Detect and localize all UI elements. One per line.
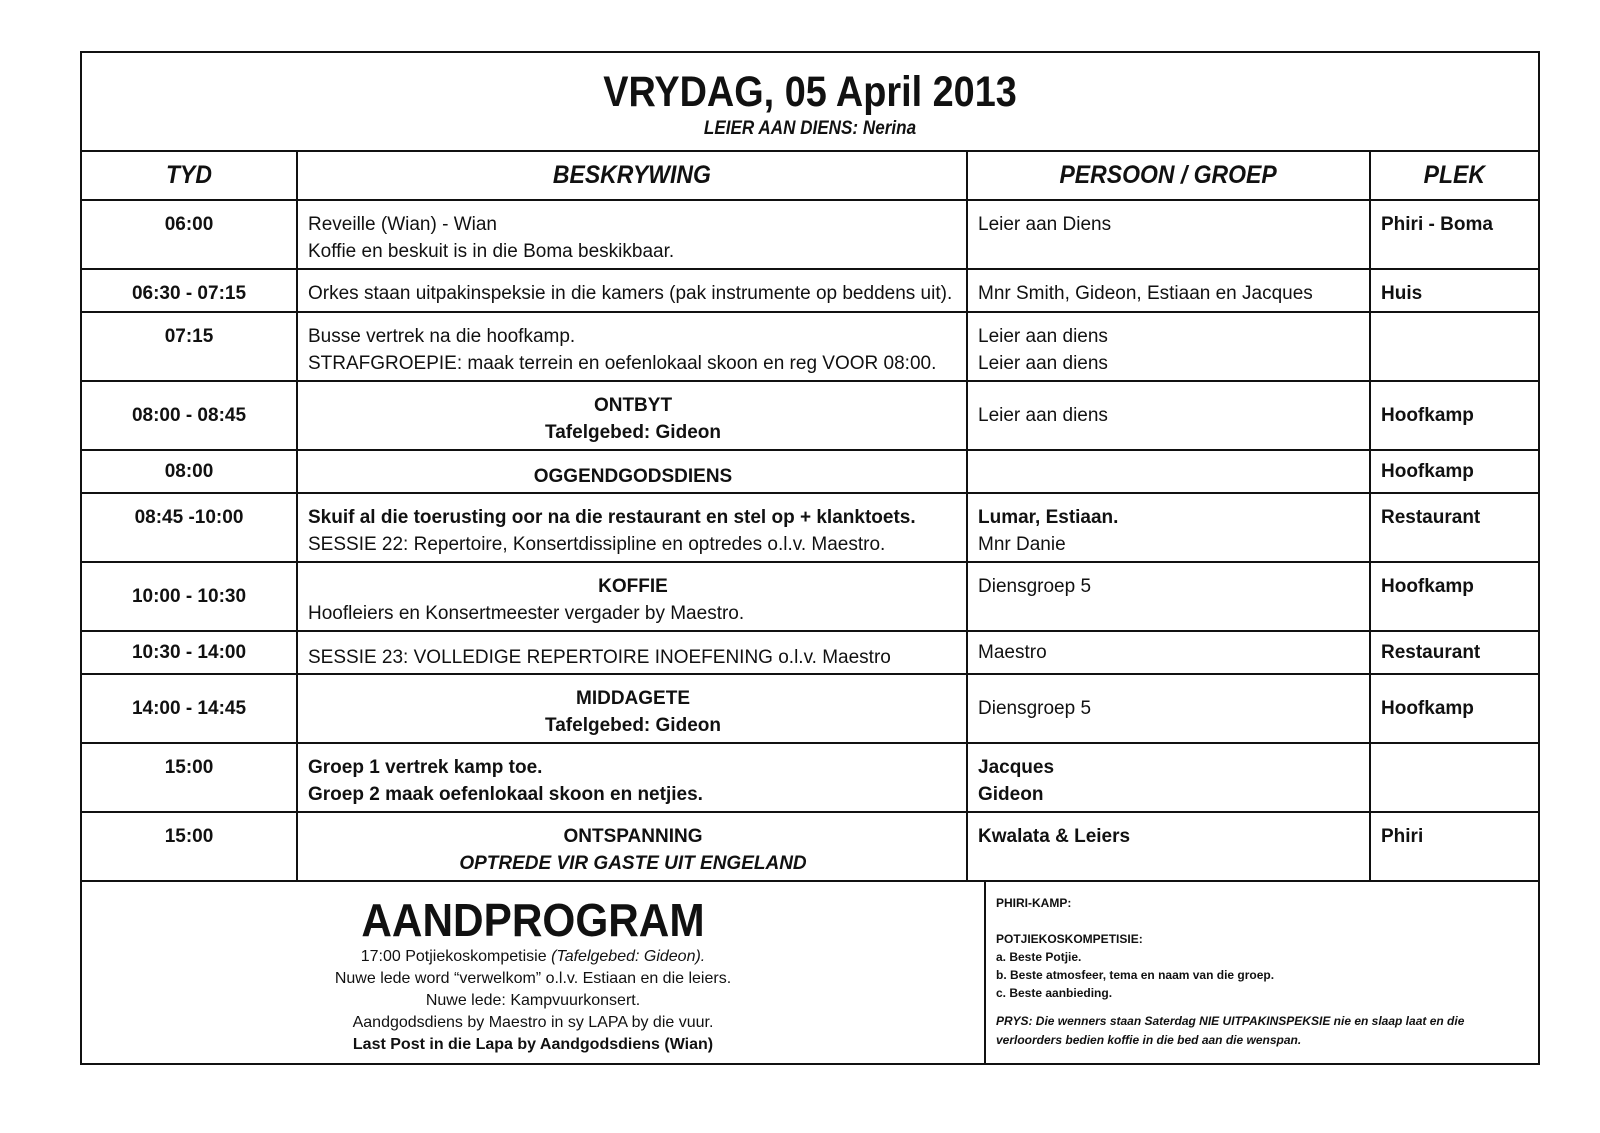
row-time: 14:00 - 14:45 — [82, 674, 297, 743]
row-time: 15:00 — [82, 812, 297, 881]
row-time: 10:00 - 10:30 — [82, 562, 297, 631]
row-place: Restaurant — [1370, 631, 1538, 674]
table-row — [82, 200, 1538, 269]
page-title: VRYDAG, 05 April 2013 — [603, 68, 1017, 116]
row-time: 08:45 -10:00 — [82, 493, 297, 562]
row-description: ONTSPANNING OPTREDE VIR GASTE UIT ENGELAND — [297, 812, 967, 881]
column-header-time: TYD — [82, 152, 297, 200]
table-row — [82, 631, 1538, 674]
column-header-description: BESKRYWING — [297, 152, 967, 200]
row-person: Leier aan diens — [967, 381, 1370, 450]
row-description: Skuif al die toerusting oor na die restaurant en stel op + klanktoets. SESSIE 22: Repertoire, Konsertdissipline en optredes o.l.v. Maestro. — [297, 493, 967, 562]
row-time: 10:30 - 14:00 — [82, 631, 297, 674]
row-person: Diensgroep 5 — [967, 562, 1370, 631]
row-time: 15:00 — [82, 743, 297, 812]
row-description: Reveille (Wian) - Wian Koffie en beskuit is in die Boma beskikbaar. — [297, 200, 967, 269]
table-row — [82, 674, 1538, 743]
row-person: Lumar, Estiaan. Mnr Danie — [967, 493, 1370, 562]
table-row — [82, 743, 1538, 812]
row-time: 07:15 — [82, 312, 297, 381]
table-row — [82, 381, 1538, 450]
competition-notes — [986, 882, 1538, 1063]
table-row — [82, 812, 1538, 881]
evening-line: Aandgodsdiens by Maestro in sy LAPA by die vuur. — [352, 1014, 714, 1031]
row-place: Hoofkamp — [1370, 674, 1538, 743]
table-row — [82, 493, 1538, 562]
row-person: Leier aan diens Leier aan diens — [967, 312, 1370, 381]
row-place: Restaurant — [1370, 493, 1538, 562]
row-place: Hoofkamp — [1370, 381, 1538, 450]
competition-item: a. Beste Potjie. — [996, 950, 1082, 964]
page-header — [82, 53, 1538, 152]
table-row — [82, 562, 1538, 631]
row-person: Jacques Gideon — [967, 743, 1370, 812]
schedule-page — [80, 51, 1540, 1065]
evening-line: 17:00 Potjiekoskompetisie (Tafelgebed: Gideon). — [360, 948, 706, 965]
row-place — [1370, 743, 1538, 812]
column-header-place: PLEK — [1370, 152, 1538, 200]
row-time: 08:00 - 08:45 — [82, 381, 297, 450]
evening-line: Nuwe lede: Kampvuurkonsert. — [425, 992, 641, 1009]
competition-item: b. Beste atmosfeer, tema en naam van die groep. — [996, 968, 1275, 982]
leader-on-duty: LEIER AAN DIENS: Nerina — [703, 118, 917, 139]
row-person: Mnr Smith, Gideon, Estiaan en Jacques — [967, 269, 1370, 312]
row-time: 08:00 — [82, 450, 297, 493]
row-time: 06:00 — [82, 200, 297, 269]
row-description: Orkes staan uitpakinspeksie in die kamers (pak instrumente op beddens uit). — [297, 269, 967, 312]
row-description: Groep 1 vertrek kamp toe. Groep 2 maak oefenlokaal skoon en netjies. — [297, 743, 967, 812]
column-header-person: PERSOON / GROEP — [967, 152, 1370, 200]
prize-note: PRYS: Die wenners staan Saterdag NIE UITPAKINSPEKSIE nie en slaap laat en die verloorders bedien koffie in die bed aan die wenspan. — [996, 1014, 1465, 1047]
row-person: Diensgroep 5 — [967, 674, 1370, 743]
row-place: Hoofkamp — [1370, 450, 1538, 493]
evening-title: AANDPROGRAM — [361, 894, 705, 946]
evening-line: Last Post in die Lapa by Aandgodsdiens (Wian) — [352, 1036, 714, 1053]
row-person: Maestro — [967, 631, 1370, 674]
competition-item: c. Beste aanbieding. — [996, 986, 1113, 1000]
row-place: Phiri — [1370, 812, 1538, 881]
table-row — [82, 450, 1538, 493]
table-header-row — [82, 152, 1538, 200]
evening-program — [82, 882, 986, 1063]
table-row — [82, 312, 1538, 381]
row-description: ONTBYT Tafelgebed: Gideon — [297, 381, 967, 450]
row-place: Huis — [1370, 269, 1538, 312]
schedule-table — [82, 152, 1538, 882]
evening-line: Nuwe lede word “verwelkom” o.l.v. Estiaan en die leiers. — [334, 970, 732, 987]
row-description: MIDDAGETE Tafelgebed: Gideon — [297, 674, 967, 743]
row-person: Leier aan Diens — [967, 200, 1370, 269]
row-description: SESSIE 23: VOLLEDIGE REPERTOIRE INOEFENING o.l.v. Maestro — [297, 631, 967, 674]
row-person — [967, 450, 1370, 493]
row-description: KOFFIE Hoofleiers en Konsertmeester vergader by Maestro. — [297, 562, 967, 631]
row-description: OGGENDGODSDIENS — [297, 450, 967, 493]
table-row — [82, 269, 1538, 312]
row-place: Phiri - Boma — [1370, 200, 1538, 269]
row-description: Busse vertrek na die hoofkamp. STRAFGROEPIE: maak terrein en oefenlokaal skoon en reg VOOR 08:00. — [297, 312, 967, 381]
evening-section — [82, 882, 1538, 1063]
row-place — [1370, 312, 1538, 381]
row-person: Kwalata & Leiers — [967, 812, 1370, 881]
competition-heading: PHIRI-KAMP: — [996, 896, 1072, 910]
competition-subheading: POTJIEKOSKOMPETISIE: — [996, 932, 1143, 946]
row-time: 06:30 - 07:15 — [82, 269, 297, 312]
row-place: Hoofkamp — [1370, 562, 1538, 631]
